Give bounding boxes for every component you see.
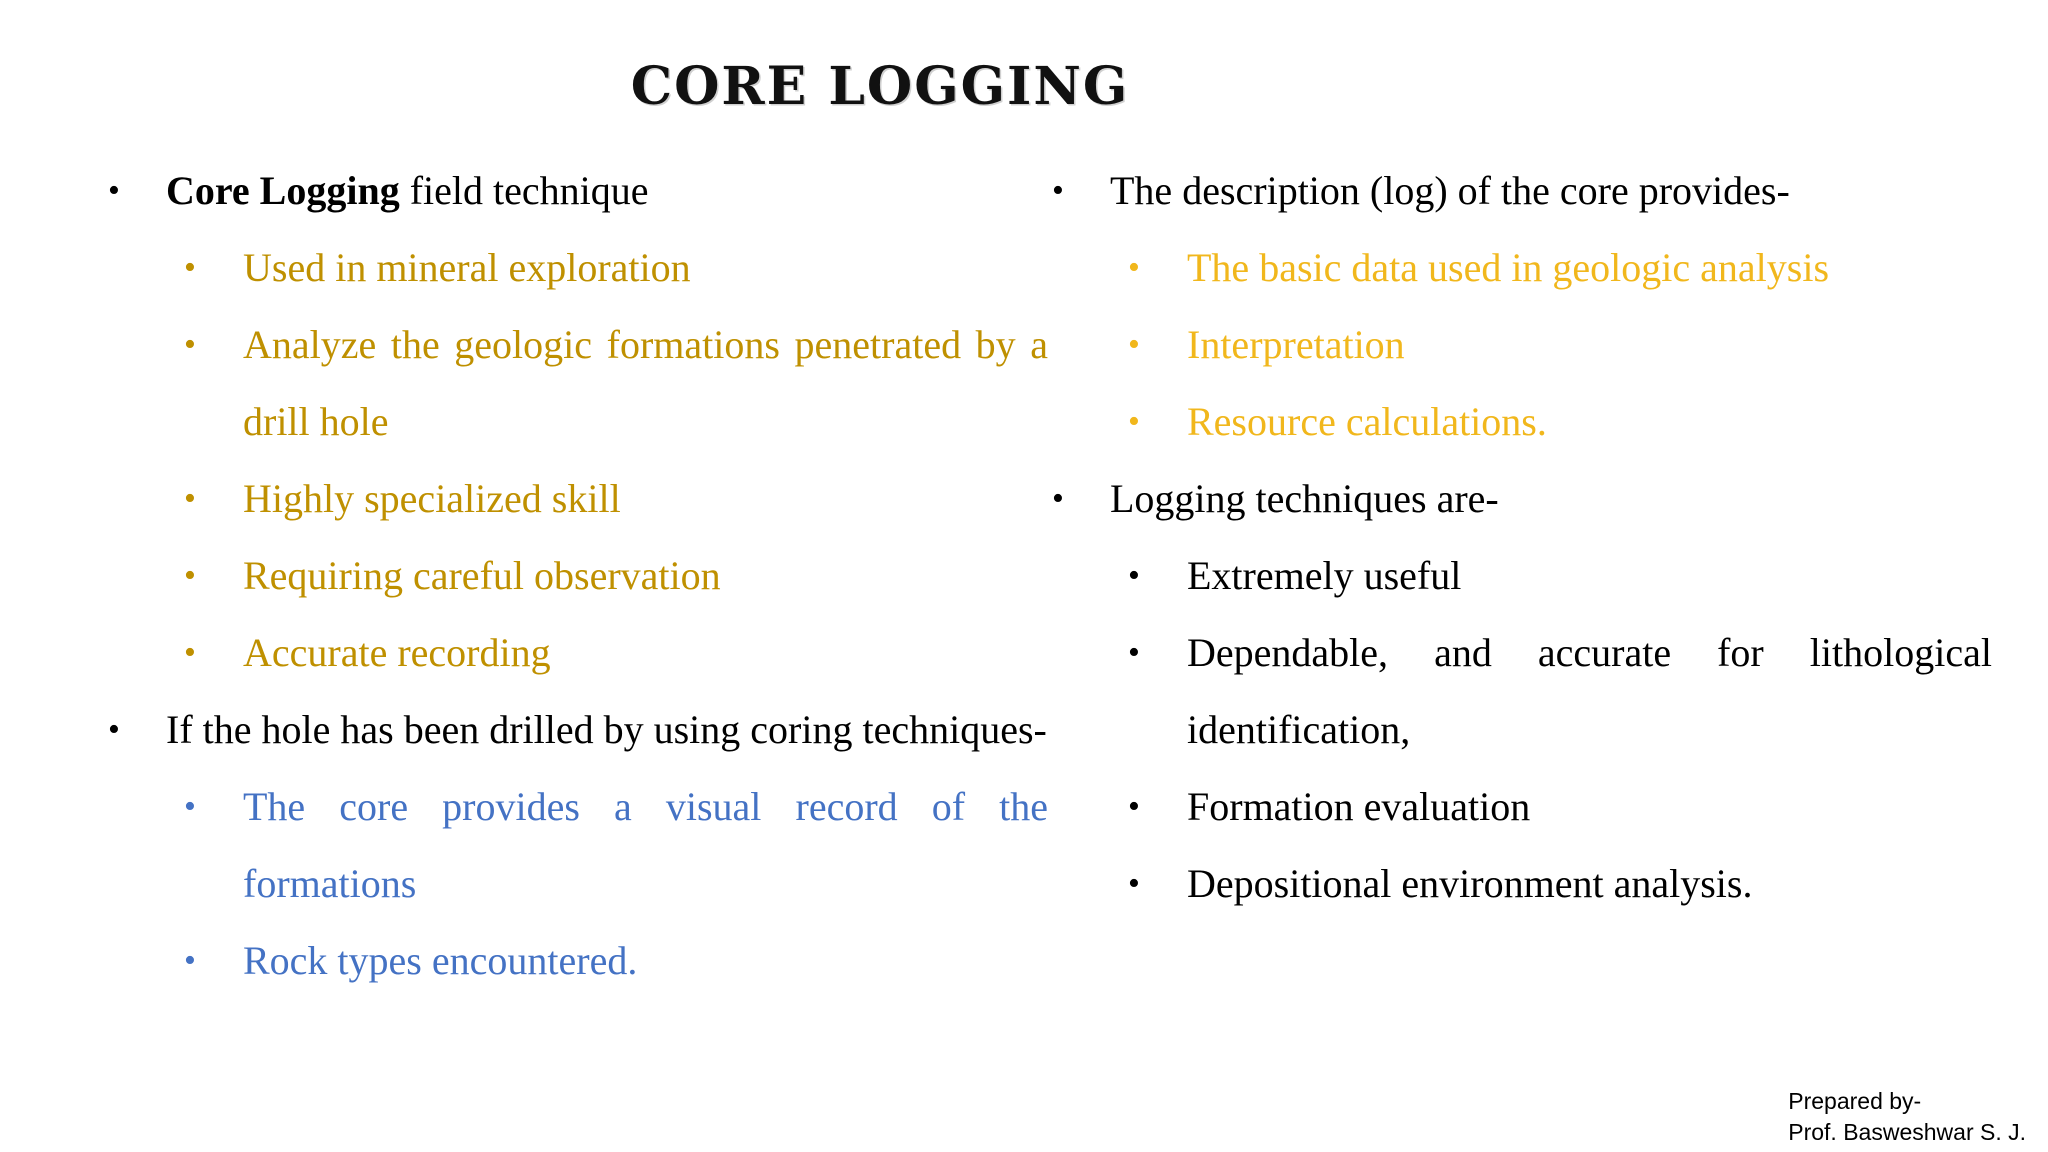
- sub-bullet: [104, 306, 1048, 460]
- bullet-dot: •: [184, 326, 196, 363]
- sub-bullet: [1048, 383, 1992, 460]
- bullet-dot: •: [1052, 480, 1064, 517]
- core-logging-rest: field technique: [399, 168, 649, 213]
- bullet-dot: •: [1128, 865, 1140, 902]
- sub-bullet-text: Analyze the geologic formations penetrated by a drill hole: [243, 322, 1048, 444]
- sub-bullet: [1048, 306, 1992, 383]
- bullet-dot: •: [108, 711, 120, 748]
- sub-bullet-text: Highly specialized skill: [243, 476, 621, 521]
- sub-bullet: [1048, 229, 1992, 306]
- sub-bullet-text: Formation evaluation: [1187, 784, 1531, 829]
- bullet-core-logging: [104, 152, 1048, 229]
- sub-bullet-text: The core provides a visual record of the formations: [243, 784, 1048, 906]
- sub-bullet-text: Used in mineral exploration: [243, 245, 691, 290]
- sub-bullet-text: Requiring careful observation: [243, 553, 721, 598]
- sub-bullet: [1048, 768, 1992, 845]
- sub-bullet-text: Accurate recording: [243, 630, 551, 675]
- sub-bullet: [1048, 614, 1992, 768]
- bullet-dot: •: [1052, 172, 1064, 209]
- sub-bullet-text: Depositional environment analysis.: [1187, 861, 1753, 906]
- bullet-description: [1048, 152, 1992, 229]
- bullet-text: The description (log) of the core provides-: [1110, 168, 1790, 213]
- sub-bullet: [104, 460, 1048, 537]
- sub-bullet: [104, 768, 1048, 922]
- bullet-logging-techniques: [1048, 460, 1992, 537]
- author-credit: [1788, 1086, 2026, 1148]
- sub-bullet: [104, 922, 1048, 999]
- sub-bullet: [1048, 845, 1992, 922]
- bullet-dot: •: [184, 480, 196, 517]
- bullet-dot: •: [184, 557, 196, 594]
- bullet-dot: •: [184, 634, 196, 671]
- left-column: [104, 152, 1048, 999]
- sub-bullet-text: Dependable, and accurate for lithological identification,: [1187, 630, 1992, 752]
- sub-bullet: [1048, 537, 1992, 614]
- bullet-dot: •: [108, 172, 120, 209]
- bullet-dot: •: [1128, 403, 1140, 440]
- sub-bullet-text: Extremely useful: [1187, 553, 1462, 598]
- bullet-text: Logging techniques are-: [1110, 476, 1499, 521]
- credit-line-1: Prepared by-: [1788, 1088, 1922, 1114]
- credit-line-2: Prof. Basweshwar S. J.: [1788, 1119, 2026, 1145]
- bullet-dot: •: [184, 249, 196, 286]
- bullet-coring-techniques: [104, 691, 1048, 768]
- sub-bullet-text: Rock types encountered.: [243, 938, 638, 983]
- sub-bullet-text: Resource calculations.: [1187, 399, 1547, 444]
- bullet-dot: •: [184, 942, 196, 979]
- bullet-dot: •: [1128, 326, 1140, 363]
- slide-title: CORE LOGGING: [630, 56, 1130, 117]
- bullet-dot: •: [1128, 249, 1140, 286]
- sub-bullet: [104, 229, 1048, 306]
- bullet-dot: •: [1128, 557, 1140, 594]
- sub-bullet: [104, 614, 1048, 691]
- right-column: [1048, 152, 1992, 922]
- bullet-dot: •: [1128, 634, 1140, 671]
- bullet-text: If the hole has been drilled by using coring techniques-: [166, 707, 1047, 752]
- core-logging-bold: Core Logging: [166, 168, 400, 213]
- sub-bullet: [104, 537, 1048, 614]
- sub-bullet-text: The basic data used in geologic analysis: [1187, 245, 1830, 290]
- bullet-dot: •: [184, 788, 196, 825]
- bullet-dot: •: [1128, 788, 1140, 825]
- sub-bullet-text: Interpretation: [1187, 322, 1405, 367]
